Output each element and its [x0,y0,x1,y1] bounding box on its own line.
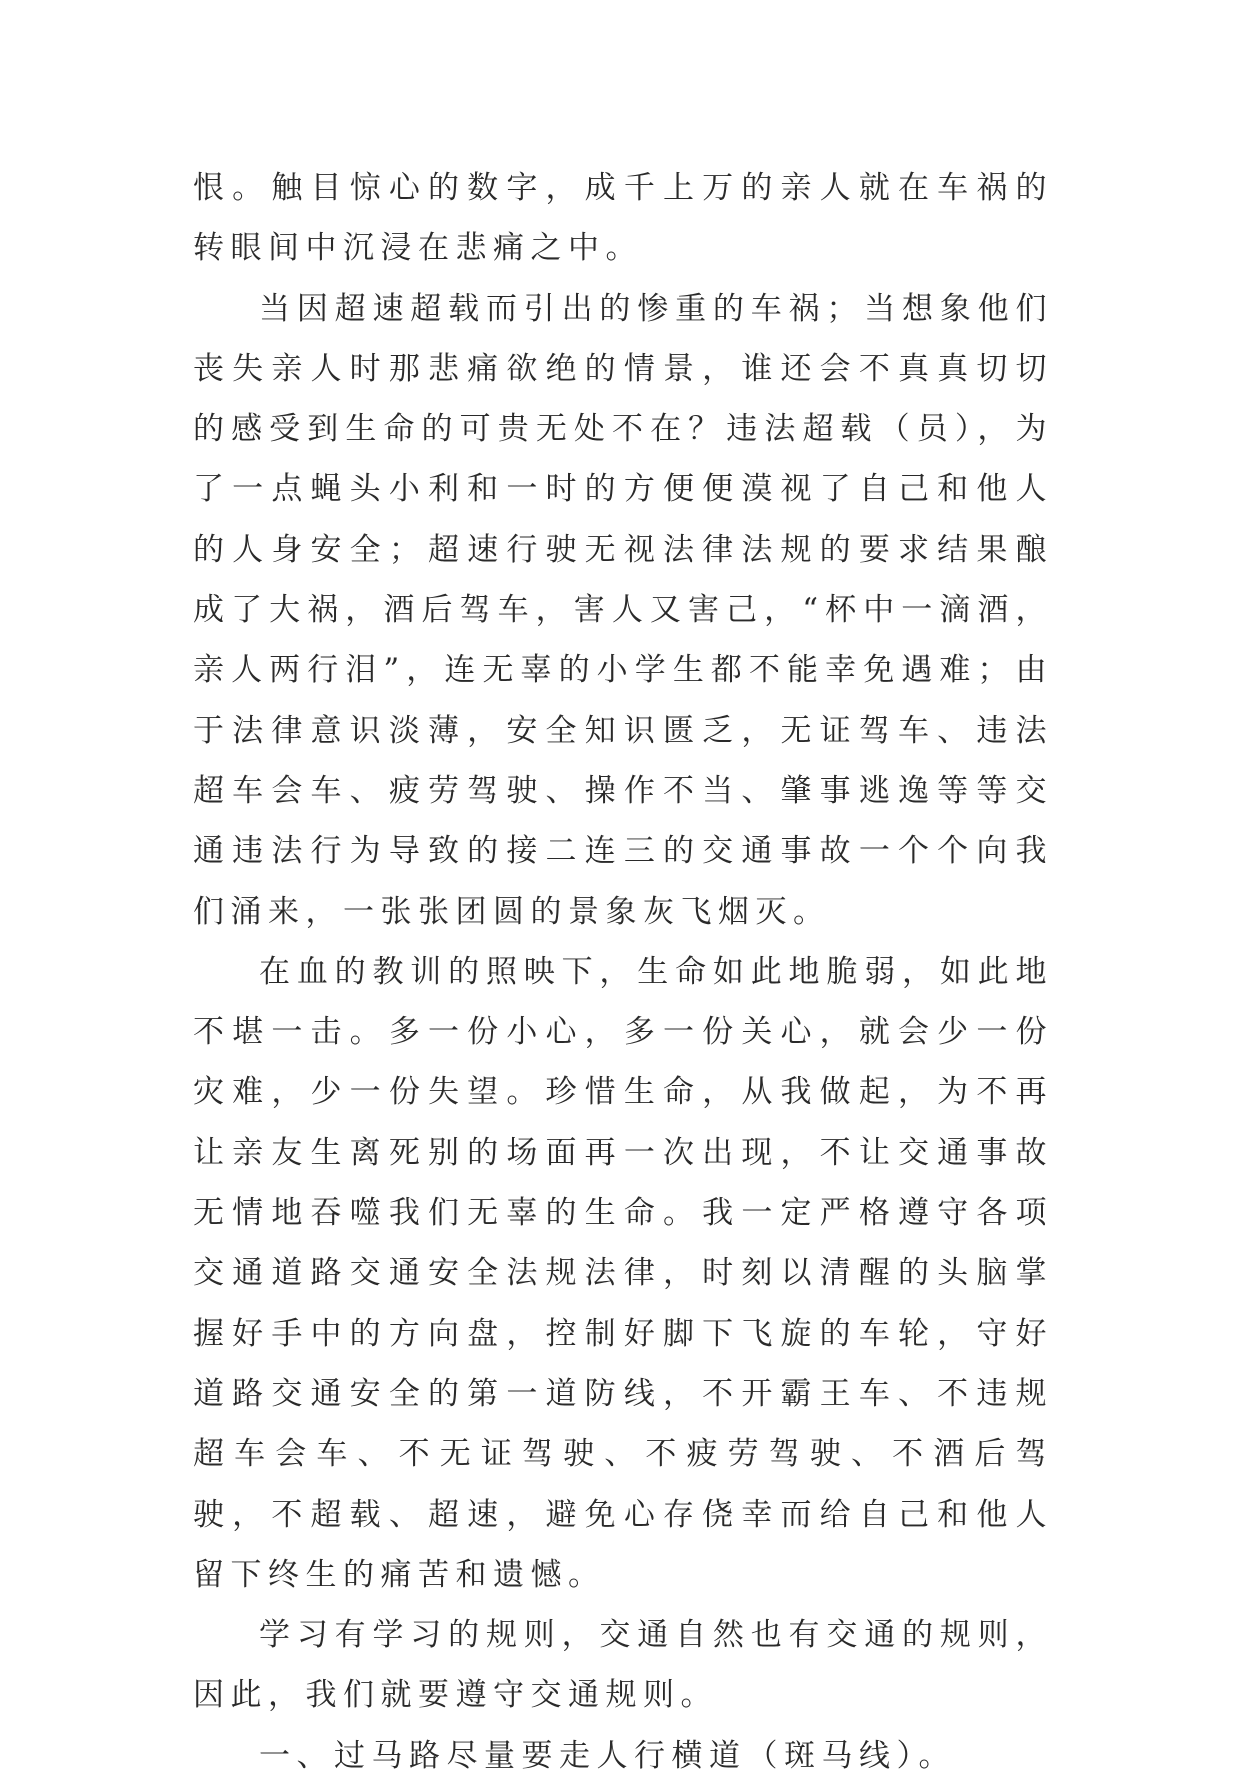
paragraph-2: 当因超速超载而引出的惨重的车祸；当想象他们丧失亲人时那悲痛欲绝的情景，谁还会不真真切切的感受到生命的可贵无处不在？违法超载（员），为了一点蝇头小利和一时的方便便漠视了自己和他人的人身安全；超速行驶无视法律法规的要求结果酿成了大祸，酒后驾车，害人又害己，“杯中一滴酒，亲人两行泪”，连无辜的小学生都不能幸免遇难；由于法律意识淡薄，安全知识匮乏，无证驾车、违法超车会车、疲劳驾驶、操作不当、肇事逃逸等等交通违法行为导致的接二连三的交通事故一个个向我们涌来，一张张团圆的景象灰飞烟灭。 [193,290,1053,930]
paragraph-3: 在血的教训的照映下，生命如此地脆弱，如此地不堪一击。多一份小心，多一份关心，就会少一份灾难，少一份失望。珍惜生命，从我做起，为不再让亲友生离死别的场面再一次出现，不让交通事故无情地吞噬我们无辜的生命。我一定严格遵守各项交通道路交通安全法规法律，时刻以清醒的头脑掌握好手中的方向盘，控制好脚下飞旋的车轮，守好道路交通安全的第一道防线，不开霸王车、不违规超车会车、不无证驾驶、不疲劳驾驶、不酒后驾驶，不超载、超速，避免心存侥幸而给自己和他人留下终生的痛苦和遗憾。 [193,953,1053,1593]
paragraph-5: 一、过马路尽量要走人行横道（斑马线）。 [259,1737,956,1774]
paragraph-1: 恨。触目惊心的数字，成千上万的亲人就在车祸的转眼间中沉浸在悲痛之中。 [193,170,1053,267]
document-body [193,158,1053,1786]
paragraph-4: 学习有学习的规则，交通自然也有交通的规则，因此，我们就要遵守交通规则。 [193,1617,1053,1714]
